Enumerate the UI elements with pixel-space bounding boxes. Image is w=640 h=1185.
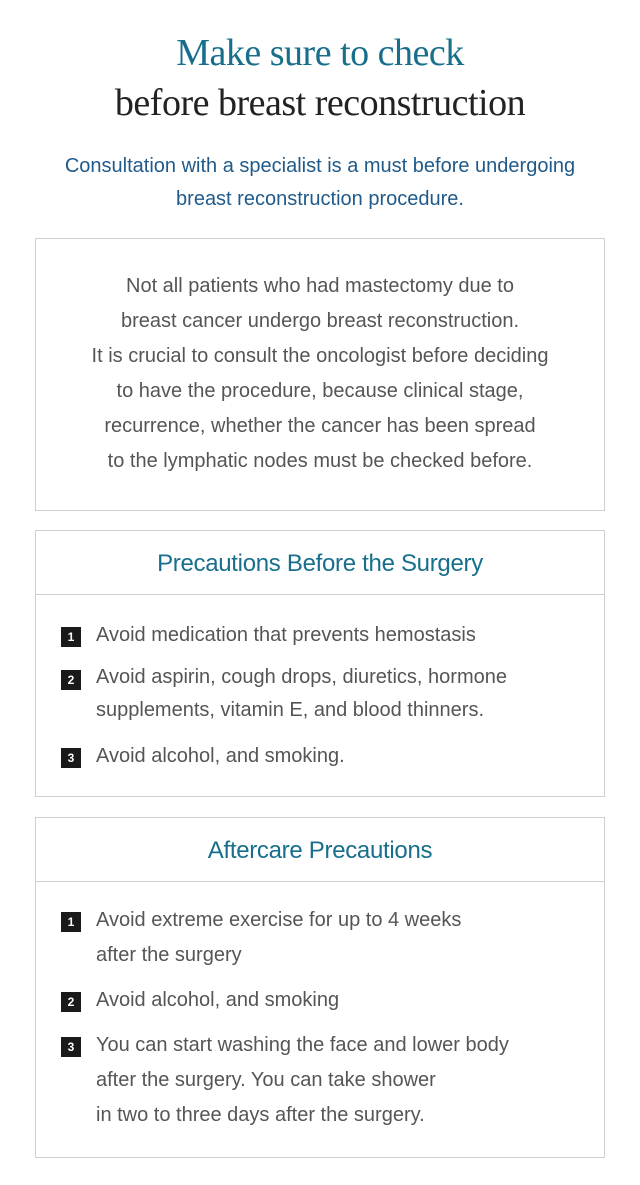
list-item-text: Avoid extreme exercise for up to 4 weeks after the surgery [96,909,462,966]
heading-line-2: before breast reconstruction [114,82,526,124]
heading-line-1: Make sure to check [176,32,464,74]
intro-text: Not all patients who had mastectomy due to breast cancer undergo breast reconstruction. It is crucial to consult the oncologist before deciding to have the procedure, because clinical stage, recurrence, whether the cancer has been spread to the lymphatic nodes must be checked before. [91,275,549,472]
number-badge: 3 [61,748,81,768]
list-item-text: Avoid alcohol, and smoking [96,989,340,1011]
number-badge: 3 [61,1037,81,1057]
list-item-text: Avoid aspirin, cough drops, diuretics, hormone supplements, vitamin E, and blood thinners. [96,666,507,721]
before-surgery-section [35,530,605,797]
intro-box [35,238,605,511]
section-title: Precautions Before the Surgery [36,531,604,595]
list-item-text: Avoid alcohol, and smoking. [96,745,345,767]
section-title: Aftercare Precautions [36,818,604,882]
list-item-text: Avoid medication that prevents hemostasis [96,624,476,646]
number-badge: 1 [61,912,81,932]
number-badge: 1 [61,627,81,647]
list-item-text: You can start washing the face and lower body after the surgery. You can take shower in two to three days after the surgery. [96,1034,509,1126]
number-badge: 2 [61,670,81,690]
subtitle: Consultation with a specialist is a must before undergoing breast reconstruction procedure. [64,155,576,210]
number-badge: 2 [61,992,81,1012]
aftercare-section [35,817,605,1158]
